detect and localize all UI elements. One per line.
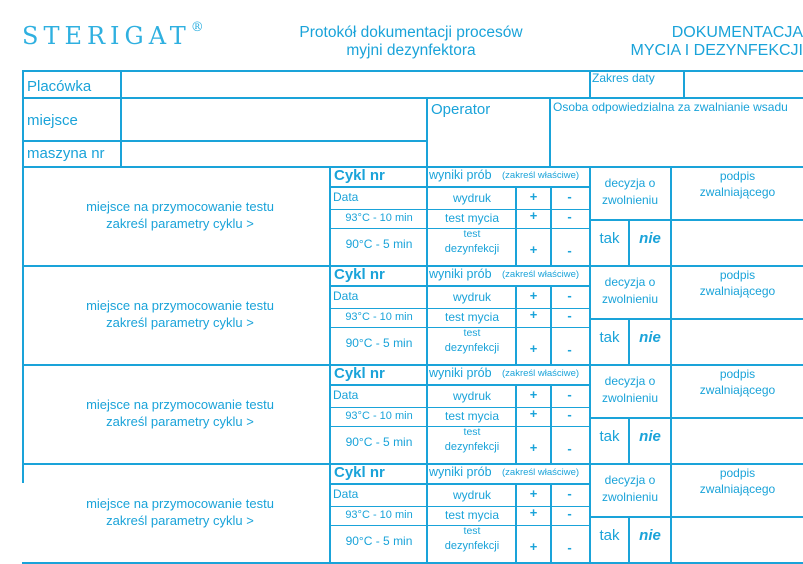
zakresl-label: (zakreśl właściwe)	[502, 269, 580, 280]
documentation-title-line2: MYCIA I DEZYNFEKCJI	[630, 42, 803, 59]
tak-label: tak	[599, 428, 620, 445]
dezynfekcji-label: dezynfekcji	[444, 540, 500, 552]
plus-sign: +	[529, 539, 538, 554]
cykl-nr-label: Cykl nr	[334, 365, 385, 382]
attach-line1: miejsce na przymocowanie testu	[86, 397, 274, 412]
attach-line1: miejsce na przymocowanie testu	[86, 298, 274, 313]
param-90: 90°C - 5 min	[345, 435, 413, 449]
decyzja-line2: zwolnieniu	[601, 490, 659, 504]
nie-label: nie	[639, 230, 661, 247]
data-label: Data	[333, 289, 359, 303]
logo-text: STERIGAT	[22, 22, 191, 50]
decyzja-line1: decyzja o	[604, 473, 656, 487]
podpis-line2: zwalniającego	[699, 185, 776, 199]
param-90: 90°C - 5 min	[345, 534, 413, 548]
rule	[329, 384, 591, 386]
test-mycia-label: test mycia	[444, 310, 499, 324]
test-label: test	[463, 525, 481, 537]
minus-sign: -	[567, 209, 572, 224]
zakresl-label: (zakreśl właściwe)	[502, 170, 580, 181]
operator-label: Operator	[431, 101, 491, 118]
minus-sign: -	[567, 243, 572, 258]
placowka-label: Placówka	[27, 78, 92, 95]
wyniki-label: wyniki prób	[429, 267, 492, 281]
zakresl-label: (zakreśl właściwe)	[502, 467, 580, 478]
cykl-nr-label: Cykl nr	[334, 464, 385, 481]
tak-label: tak	[599, 329, 620, 346]
test-mycia-label: test mycia	[444, 409, 499, 423]
attach-line2: zakreśl parametry cyklu >	[106, 513, 254, 528]
attach-line2: zakreśl parametry cyklu >	[106, 414, 254, 429]
attach-line2: zakreśl parametry cyklu >	[106, 216, 254, 231]
plus-sign: +	[529, 505, 538, 520]
rule	[329, 285, 591, 287]
decyzja-line1: decyzja o	[604, 275, 656, 289]
osoba-label: Osoba odpowiedzialna za zwalnianie wsadu	[553, 100, 788, 114]
protocol-title-line1: Protokół dokumentacji procesów	[299, 24, 523, 41]
podpis-line1: podpis	[719, 466, 756, 480]
test-mycia-label: test mycia	[444, 508, 499, 522]
plus-sign: +	[529, 440, 538, 455]
minus-sign: -	[567, 540, 572, 555]
rule	[329, 228, 427, 229]
dezynfekcji-label: dezynfekcji	[444, 243, 500, 255]
attach-line1: miejsce na przymocowanie testu	[86, 199, 274, 214]
rule	[589, 70, 591, 98]
wydruk-label: wydruk	[452, 290, 491, 304]
param-90: 90°C - 5 min	[345, 336, 413, 350]
plus-sign: +	[529, 288, 538, 303]
test-label: test	[463, 327, 481, 339]
wydruk-label: wydruk	[452, 488, 491, 502]
data-label: Data	[333, 388, 359, 402]
param-93: 93°C - 10 min	[345, 509, 413, 521]
wyniki-label: wyniki prób	[429, 465, 492, 479]
test-label: test	[463, 426, 481, 438]
rule	[22, 97, 803, 99]
minus-sign: -	[567, 441, 572, 456]
decyzja-line1: decyzja o	[604, 176, 656, 190]
rule	[549, 97, 551, 168]
minus-sign: -	[567, 486, 572, 501]
miejsce-label: miejsce	[27, 112, 78, 129]
tak-label: tak	[599, 230, 620, 247]
cykl-nr-label: Cykl nr	[334, 266, 385, 283]
maszyna-label: maszyna nr	[27, 145, 105, 162]
param-90: 90°C - 5 min	[345, 237, 413, 251]
wydruk-label: wydruk	[452, 389, 491, 403]
rule	[426, 97, 428, 168]
podpis-line1: podpis	[719, 367, 756, 381]
rule	[683, 70, 685, 98]
plus-sign: +	[529, 387, 538, 402]
rule	[22, 70, 24, 483]
rule	[589, 318, 803, 320]
minus-sign: -	[567, 288, 572, 303]
plus-sign: +	[529, 486, 538, 501]
rule	[589, 516, 803, 518]
rule	[329, 483, 591, 485]
rule	[22, 463, 803, 465]
minus-sign: -	[567, 387, 572, 402]
podpis-line2: zwalniającego	[699, 383, 776, 397]
podpis-line2: zwalniającego	[699, 482, 776, 496]
minus-sign: -	[567, 506, 572, 521]
param-93: 93°C - 10 min	[345, 212, 413, 224]
minus-sign: -	[567, 189, 572, 204]
plus-sign: +	[529, 406, 538, 421]
nie-label: nie	[639, 527, 661, 544]
plus-sign: +	[529, 341, 538, 356]
data-label: Data	[333, 190, 359, 204]
test-label: test	[463, 228, 481, 240]
attach-line1: miejsce na przymocowanie testu	[86, 496, 274, 511]
podpis-line1: podpis	[719, 268, 756, 282]
cykl-nr-label: Cykl nr	[334, 167, 385, 184]
minus-sign: -	[567, 308, 572, 323]
tak-label: tak	[599, 527, 620, 544]
rule	[22, 166, 803, 168]
decyzja-line2: zwolnieniu	[601, 292, 659, 306]
rule	[329, 327, 427, 328]
protocol-title-line2: myjni dezynfektora	[346, 42, 476, 59]
rule	[22, 70, 803, 72]
decyzja-line2: zwolnieniu	[601, 391, 659, 405]
rule	[589, 417, 803, 419]
rule	[329, 186, 591, 188]
podpis-line1: podpis	[719, 169, 756, 183]
dezynfekcji-label: dezynfekcji	[444, 441, 500, 453]
attach-line2: zakreśl parametry cyklu >	[106, 315, 254, 330]
registered-mark: ®	[190, 20, 204, 35]
rule	[22, 140, 427, 142]
decyzja-line2: zwolnieniu	[601, 193, 659, 207]
rule	[589, 219, 803, 221]
podpis-line2: zwalniającego	[699, 284, 776, 298]
rule	[22, 265, 803, 267]
zakresl-label: (zakreśl właściwe)	[502, 368, 580, 379]
documentation-title-line1: DOKUMENTACJA	[671, 24, 803, 41]
test-mycia-label: test mycia	[444, 211, 499, 225]
plus-sign: +	[529, 208, 538, 223]
wyniki-label: wyniki prób	[429, 366, 492, 380]
dezynfekcji-label: dezynfekcji	[444, 342, 500, 354]
rule	[329, 426, 427, 427]
plus-sign: +	[529, 307, 538, 322]
minus-sign: -	[567, 407, 572, 422]
rule	[329, 525, 427, 526]
nie-label: nie	[639, 428, 661, 445]
data-label: Data	[333, 487, 359, 501]
minus-sign: -	[567, 342, 572, 357]
plus-sign: +	[529, 189, 538, 204]
wyniki-label: wyniki prób	[429, 168, 492, 182]
param-93: 93°C - 10 min	[345, 410, 413, 422]
rule	[22, 364, 803, 366]
rule	[120, 70, 122, 168]
zakres-daty-label: Zakres daty	[592, 71, 655, 85]
plus-sign: +	[529, 242, 538, 257]
decyzja-line1: decyzja o	[604, 374, 656, 388]
param-93: 93°C - 10 min	[345, 311, 413, 323]
nie-label: nie	[639, 329, 661, 346]
wydruk-label: wydruk	[452, 191, 491, 205]
